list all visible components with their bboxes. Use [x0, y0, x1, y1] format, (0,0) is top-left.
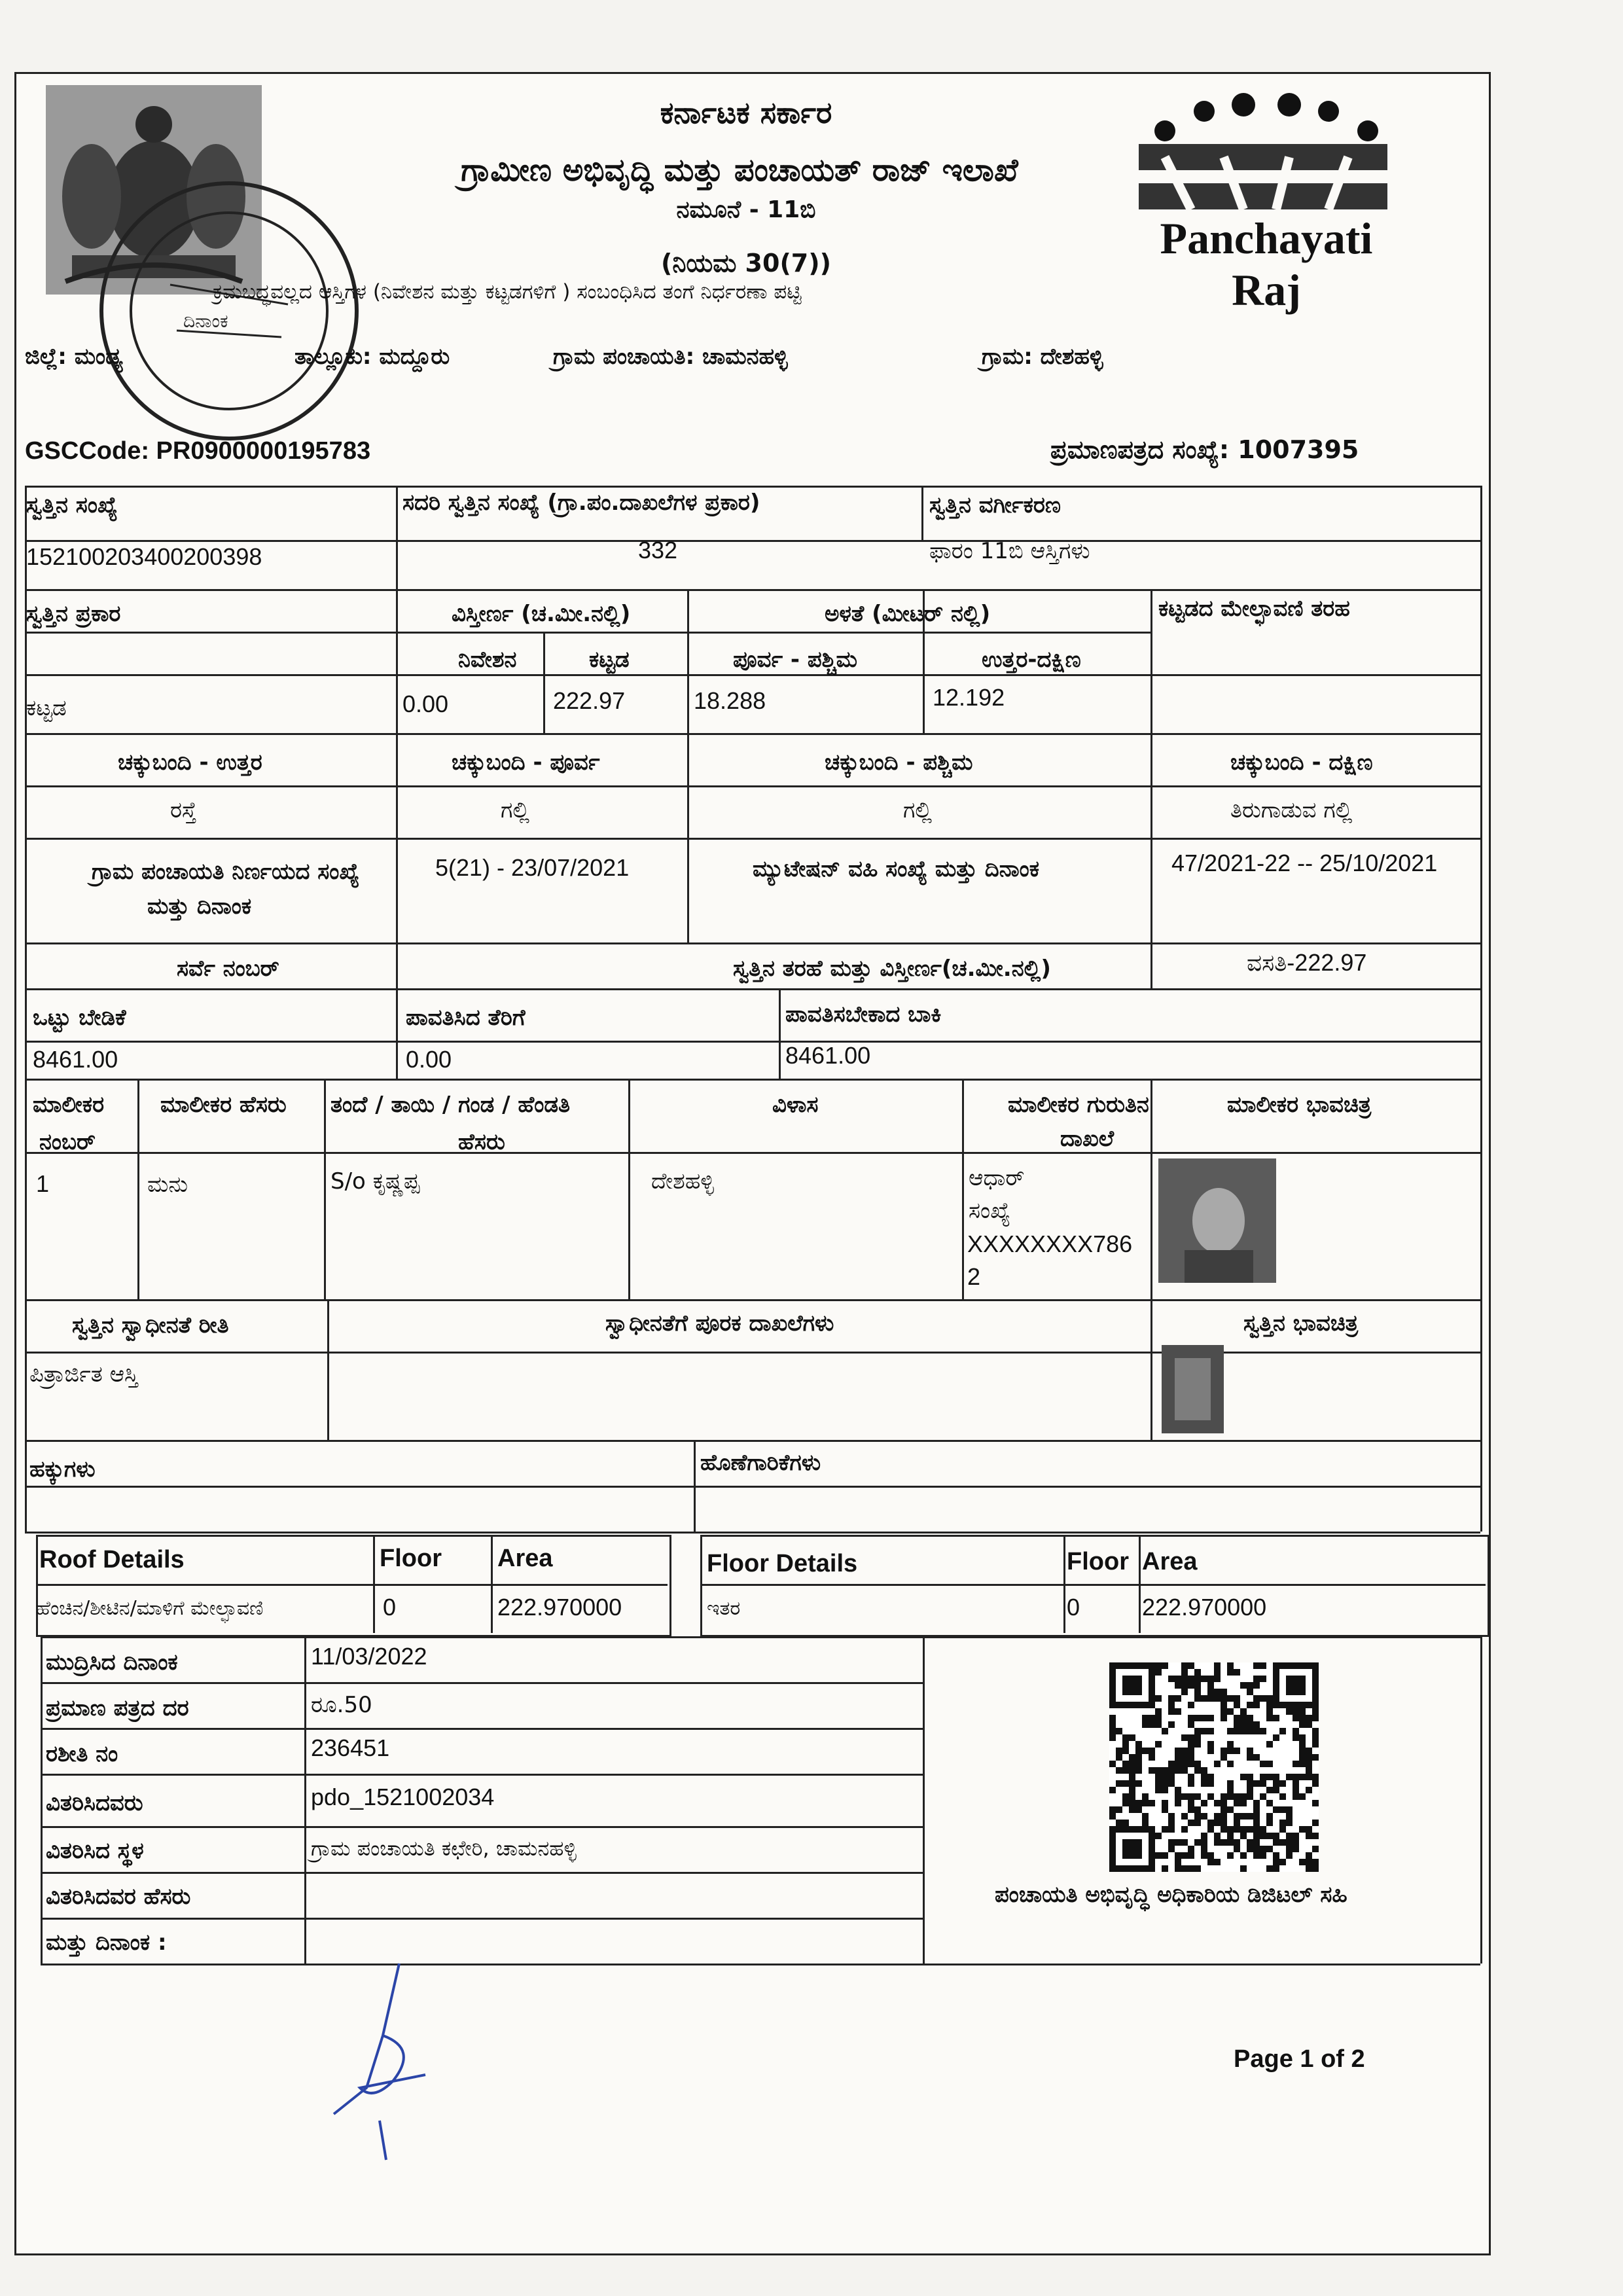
form-subtitle: ಕ್ರಮಬದ್ಧವಲ್ಲದ ಆಸ್ತಿಗಳ (ನಿವೇಶನ ಮತ್ತು ಕಟ್ಟಡಗಳಿಗೆ ) ಸಂಬಂಧಿಸಿದ ತಂಗೆ ನಿರ್ಧರಣಾ ಪಟ್ಟಿ [213, 280, 802, 304]
property-usage-area: ವಸತಿ-222.97 [1247, 949, 1367, 976]
issuer-name-label: ವಿತರಿಸಿದವರ ಹೆಸರು [46, 1884, 191, 1910]
owner-id-3: XXXXXXXX786 [967, 1230, 1133, 1257]
property-id: 152100203400200398 [26, 543, 262, 570]
printed-date-label: ಮುದ್ರಿಸಿದ ದಿನಾಂಕ [46, 1649, 178, 1676]
panchayati-raj-logo [1126, 92, 1407, 315]
header-owner-no-2: ನಂಬರ್ [39, 1129, 96, 1155]
header-id-proof-2: ದಾಖಲೆ [1060, 1126, 1115, 1152]
page-number: Page 1 of 2 [1234, 2045, 1365, 2073]
header-property-id: ಸ್ವತ್ತಿನ ಸಂಖ್ಯೆ [26, 492, 118, 518]
floor-area-header: Area [1142, 1548, 1198, 1575]
owner-name: ಮನು [147, 1172, 188, 1198]
dept-title: ಗ್ರಾಮೀಣ ಅಭಿವೃದ್ಧಿ ಮತ್ತು ಪಂಚಾಯತ್ ರಾಜ್ ಇಲಾಖೆ [461, 152, 1018, 188]
gsc-code: GSCCode: PR0900000195783 [25, 437, 371, 465]
roof-area-header: Area [497, 1545, 553, 1572]
header-roof-type: ಕಟ್ಟಡದ ಮೇಲ್ಛಾವಣಿ ತರಹ [1158, 596, 1350, 622]
roof-floor: 0 [383, 1594, 397, 1621]
printed-date: 11/03/2022 [311, 1643, 427, 1670]
gp-resolution: 5(21) - 23/07/2021 [435, 854, 630, 881]
total-demand: 8461.00 [33, 1046, 118, 1073]
fee-label: ಪ್ರಮಾಣ ಪತ್ರದ ದರ [46, 1695, 189, 1721]
header-gp-resolution-1: ಗ್ರಾಮ ಪಂಚಾಯತಿ ನಿರ್ಣಯದ ಸಂಖ್ಯೆ [92, 859, 360, 885]
floor-details-title: Floor Details [707, 1550, 858, 1577]
balance-due: 8461.00 [785, 1042, 871, 1069]
header-property-usage-area: ಸ್ವತ್ತಿನ ತರಹೆ ಮತ್ತು ವಿಸ್ತೀರ್ಣ(ಚ.ಮೀ.ನಲ್ಲಿ) [733, 956, 1051, 982]
gp-label: ಗ್ರಾಮ ಪಂಚಾಯತಿ: ಚಾಮನಹಳ್ಳಿ [553, 344, 788, 370]
header-rights: ಹಕ್ಕುಗಳು [29, 1456, 96, 1482]
header-balance: ಪಾವತಿಸಬೇಕಾದ ಬಾಕಿ [785, 1001, 942, 1028]
header-boundary-west: ಚಕ್ಕುಬಂದಿ - ಪಶ್ಚಿಮ [825, 749, 973, 776]
acquisition-mode: ಪಿತ್ರಾರ್ಜಿತ ಆಸ್ತಿ [29, 1361, 138, 1388]
header-address: ವಿಳಾಸ [772, 1092, 819, 1118]
roof-floor-header: Floor [380, 1545, 442, 1572]
district-label: ಜಿಲ್ಲೆ: ಮಂಡ್ಯ [25, 344, 123, 370]
boundary-south: ತಿರುಗಾಡುವ ಗಲ್ಲಿ [1230, 797, 1353, 823]
header-acquisition-mode: ಸ್ವತ್ತಿನ ಸ್ವಾಧೀನತೆ ರೀತಿ [72, 1312, 229, 1338]
roof-details-title: Roof Details [39, 1546, 185, 1573]
floor-type: ಇತರ [707, 1597, 741, 1620]
property-photo [1162, 1345, 1224, 1433]
site-area: 0.00 [402, 691, 449, 717]
floor-area: 222.970000 [1142, 1594, 1267, 1621]
header-paid-tax: ಪಾವತಿಸಿದ ತೆರಿಗೆ [406, 1005, 526, 1031]
owner-id-2: ಸಂಖ್ಯೆ [969, 1198, 1010, 1224]
header-total-demand: ಒಟ್ಟು ಬೇಡಿಕೆ [33, 1005, 126, 1031]
village-label: ಗ್ರಾಮ: ದೇಶಹಳ್ಳಿ [982, 344, 1103, 370]
building-area: 222.97 [553, 687, 626, 714]
floor-floor: 0 [1067, 1594, 1080, 1621]
header-registered-no: ಸದರಿ ಸ್ವತ್ತಿನ ಸಂಖ್ಯೆ (ಗ್ರಾ.ಪಂ.ದಾಖಲೆಗಳ ಪ್ರಕಾರ) [402, 490, 760, 516]
header-boundary-south: ಚಕ್ಕುಬಂದಿ - ದಕ್ಷಿಣ [1230, 749, 1373, 776]
owner-photo [1158, 1158, 1276, 1283]
header-north-south: ಉತ್ತರ-ದಕ್ಷಿಣ [982, 647, 1081, 673]
header-liabilities: ಹೊಣೆಗಾರಿಕೆಗಳು [700, 1450, 821, 1476]
certificate-number: ಪ್ರಮಾಣಪತ್ರದ ಸಂಖ್ಯೆ: 1007395 [1050, 435, 1359, 464]
header-building: ಕಟ್ಟಡ [589, 647, 630, 673]
roof-area: 222.970000 [497, 1594, 622, 1621]
qr-code [1109, 1662, 1319, 1872]
header-area: ವಿಸ್ತೀರ್ಣ (ಚ.ಮೀ.ನಲ್ಲಿ) [452, 601, 631, 627]
taluk-label: ತಾಲ್ಲೂಕು: ಮದ್ದೂರು [294, 344, 450, 370]
paid-tax: 0.00 [406, 1046, 452, 1073]
header-relation-1: ತಂದೆ / ತಾಯಿ / ಗಂಡ / ಹೆಂಡತಿ [330, 1092, 570, 1118]
header-supporting-docs: ಸ್ವಾಧೀನತೆಗೆ ಪೂರಕ ದಾಖಲೆಗಳು [605, 1310, 834, 1336]
header-classification: ಸ್ವತ್ತಿನ ವರ್ಗೀಕರಣ [929, 492, 1061, 518]
stamp-date-label: ದಿನಾಂಕ [183, 310, 228, 332]
east-west-length: 18.288 [694, 687, 766, 714]
govt-title: ಕರ್ನಾಟಕ ಸರ್ಕಾರ [660, 95, 832, 130]
header-property-photo: ಸ್ವತ್ತಿನ ಭಾವಚಿತ್ರ [1243, 1310, 1359, 1336]
property-type: ಕಟ್ಟಡ [26, 695, 67, 721]
header-property-type: ಸ್ವತ್ತಿನ ಪ್ರಕಾರ [26, 601, 121, 627]
header-owner-name: ಮಾಲೀಕರ ಹೆಸರು [160, 1092, 287, 1118]
owner-no: 1 [36, 1170, 50, 1197]
panchayati-raj-text: Panchayati Raj [1160, 213, 1373, 315]
digital-signature-caption: ಪಂಚಾಯತಿ ಅಭಿವೃದ್ಧಿ ಅಧಿಕಾರಿಯ ಡಿಜಿಟಲ್ ಸಹಿ [995, 1882, 1347, 1908]
header-id-proof-1: ಮಾಲೀಕರ ಗುರುತಿನ [1008, 1092, 1149, 1118]
roof-type: ಹೆಂಚಿನ/ಶೀಟಿನ/ಮಾಳಿಗೆ ಮೇಲ್ಛಾವಣಿ [36, 1597, 264, 1620]
header-site: ನಿವೇಶನ [458, 647, 517, 673]
boundary-east: ಗಲ್ಲಿ [501, 797, 530, 823]
issuer-label: ವಿತರಿಸಿದವರು [46, 1790, 143, 1816]
place-label: ವಿತರಿಸಿದ ಸ್ಥಳ [46, 1838, 144, 1864]
boundary-west: ಗಲ್ಲಿ [903, 797, 933, 823]
header-mutation: ಮ್ಯುಟೇಷನ್ ವಹಿ ಸಂಖ್ಯೆ ಮತ್ತು ದಿನಾಂಕ [753, 856, 1040, 882]
issuer-date-label: ಮತ್ತು ದಿನಾಂಕ : [46, 1929, 167, 1956]
header-boundary-east: ಚಕ್ಕುಬಂದಿ - ಪೂರ್ವ [452, 749, 600, 776]
header-survey-no: ಸರ್ವೆ ನಂಬರ್ [177, 956, 279, 982]
mutation-entry: 47/2021-22 -- 25/10/2021 [1171, 850, 1438, 876]
header-owner-photo: ಮಾಲೀಕರ ಭಾವಚಿತ್ರ [1227, 1092, 1372, 1118]
form-number: ನಮೂನೆ - 11ಬಿ [676, 196, 816, 223]
handwritten-signature [321, 1957, 438, 2166]
fee-value: ರೂ.50 [311, 1692, 372, 1718]
owner-address: ದೇಶಹಳ್ಳಿ [651, 1168, 714, 1194]
issuer-id: pdo_1521002034 [311, 1784, 495, 1810]
floor-floor-header: Floor [1067, 1548, 1129, 1575]
owner-id-4: 2 [967, 1263, 981, 1290]
owner-id-1: ಆಧಾರ್ [969, 1165, 1025, 1191]
receipt-label: ರಶೀತಿ ನಂ [46, 1741, 118, 1767]
registered-no: 332 [638, 537, 678, 564]
header-east-west: ಪೂರ್ವ - ಪಶ್ಚಿಮ [733, 647, 857, 673]
header-boundary-north: ಚಕ್ಕುಬಂದಿ - ಉತ್ತರ [118, 749, 262, 776]
rule-number: (ನಿಯಮ 30(7)) [661, 249, 831, 278]
issue-place: ಗ್ರಾಮ ಪಂಚಾಯತಿ ಕಛೇರಿ, ಚಾಮನಹಳ್ಳಿ [311, 1836, 577, 1861]
official-seal-stamp [92, 173, 366, 448]
header-dimensions: ಅಳತೆ (ಮೀಟರ್ ನಲ್ಲಿ) [825, 601, 991, 627]
header-gp-resolution-2: ಮತ್ತು ದಿನಾಂಕ [147, 893, 252, 920]
north-south-length: 12.192 [933, 684, 1005, 711]
owner-relation: S/o ಕೃಷ್ಣಪ್ಪ [330, 1168, 420, 1194]
header-owner-no-1: ಮಾಲೀಕರ [33, 1092, 105, 1118]
classification: ಫಾರಂ 11ಬಿ ಆಸ್ತಿಗಳು [929, 538, 1090, 564]
boundary-north: ರಸ್ತೆ [170, 797, 197, 823]
receipt-number: 236451 [311, 1734, 390, 1761]
header-relation-2: ಹೆಸರು [458, 1129, 505, 1155]
